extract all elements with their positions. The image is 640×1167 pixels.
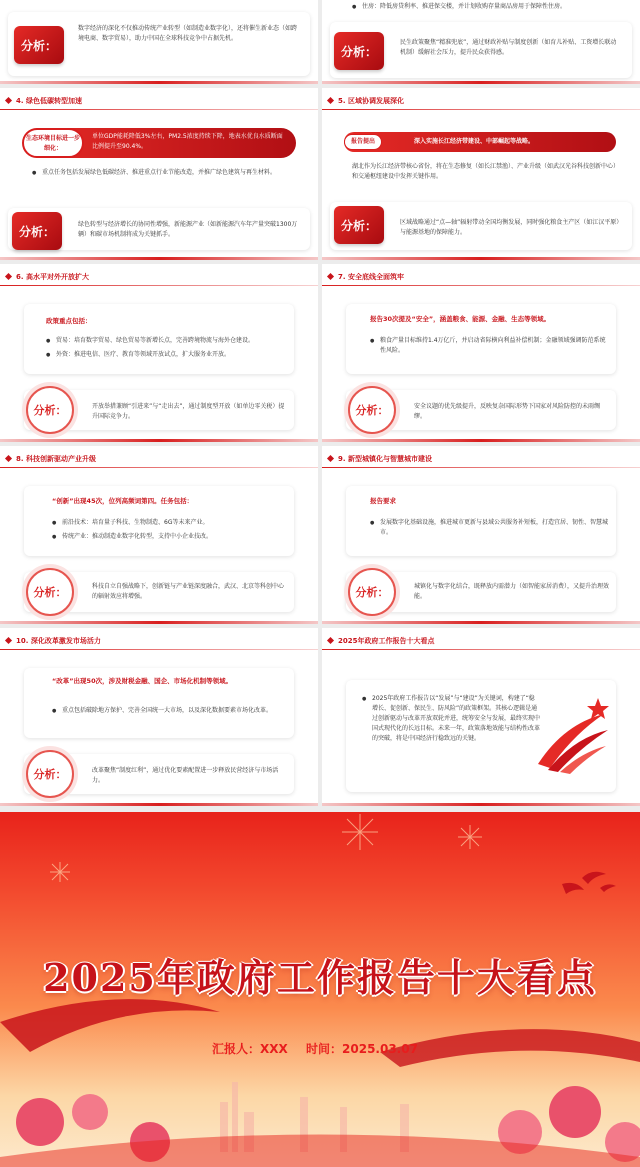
policy-heading: 报告30次提及“安全”，涵盖粮食、能源、金融、生态等领域。 (370, 315, 551, 323)
analysis-badge: 分析： (26, 386, 74, 434)
slide-footer-bar (322, 621, 640, 624)
time-label: 时间：2025.03.07 (306, 1042, 418, 1056)
slide-footer-bar (0, 81, 318, 84)
analysis-badge: 分析： (26, 750, 74, 798)
analysis-badge: 分析： (26, 568, 74, 616)
report-tag: 报告提出 (344, 134, 382, 150)
analysis-text: 开放举措兼顾“引进来”与“走出去”，通过制度型开放（如单边零关税）提升国际竞争力。 (92, 403, 285, 420)
slide-reform (0, 628, 318, 806)
bullet-tasks: ● 重点任务包括发展绿色低碳经济、推进重点行业节能改造，并推广绿色建筑与再生材料。 (32, 168, 292, 178)
slide-livelihood-analysis (322, 0, 640, 84)
bullet-traditional-industry: ● 传统产业：推动制造业数字化转型，支持中小企业技改。 (52, 532, 288, 542)
analysis-text: 改革聚焦“制度红利”，通过优化要素配置进一步释放民营经济与市场活力。 (92, 767, 279, 784)
analysis-badge: 分析： (12, 212, 62, 250)
report-banner-text: 深入实施长江经济带建设、中部崛起等战略。 (414, 138, 535, 145)
analysis-badge: 分析： (334, 206, 384, 244)
slide-title: 6. 高水平对外开放扩大 (0, 268, 318, 286)
slide-title: 5. 区域协调发展深化 (322, 92, 640, 110)
slide-footer-bar (0, 439, 318, 442)
eco-target-text: 单位GDP能耗降低3%左右，PM2.5浓度持续下降，地表水优良水质断面比例提升至90.4%。 (92, 133, 283, 150)
bullet-foreign-capital: ● 外资：推进电信、医疗、教育等领域开放试点，扩大服务业开放。 (46, 350, 286, 360)
slide-footer-bar (322, 803, 640, 806)
slide-opening-up (0, 264, 318, 442)
slide-title: 7. 安全底线全面筑牢 (322, 268, 640, 286)
analysis-badge: 分析： (348, 386, 396, 434)
analysis-text: 科技自立自强战略下，创新链与产业链深度融合，武汉、北京等科创中心的辐射效应将增强。 (92, 583, 285, 600)
report-banner (344, 132, 616, 152)
slide-footer-bar (322, 439, 640, 442)
slide-green-transition (0, 88, 318, 260)
summary-text: ● 2025年政府工作报告以“发展”与“建设”为关键词，构建了“稳增长、促创新、保民生、防风险”的政策框架。其核心逻辑是通过创新驱动与改革开放双轮并进，统筹安全与发展，最终实现中国式现代化的长远目标。未来一年，政策落地效能与结构性改革的突破，将是中国经济行稳致远的关键。 (362, 694, 540, 744)
slide-footer-bar (0, 621, 318, 624)
policy-heading: “创新”出现45次，位列高频词第四。任务包括： (52, 497, 194, 505)
slide-footer-bar (0, 803, 318, 806)
analysis-text: 绿色转型与经济增长的协同性增强，新能源产业（如新能源汽车年产量突破1300万辆）和碳市场机制将成为关键抓手。 (78, 221, 298, 238)
cover-title: 2025年政府工作报告十大看点 (43, 955, 597, 1000)
analysis-text: 城镇化与数字化结合，既释放内需潜力（如智能家居消费），又提升治理效能。 (414, 583, 610, 600)
slide-security (322, 264, 640, 442)
analysis-badge: 分析： (334, 32, 384, 70)
slide-title: 9. 新型城镇化与智慧城市建设 (322, 450, 640, 468)
reporter-name: XXX (260, 1042, 288, 1056)
slide-summary (322, 628, 640, 806)
analysis-badge: 分析： (14, 26, 64, 64)
slide-footer-bar (322, 81, 640, 84)
analysis-text: 安全议题的优先级提升，反映复杂国际形势下国家对风险防控的未雨绸缪。 (414, 403, 601, 420)
analysis-text: 区域战略通过“点—轴”辐射带动全国均衡发展，同时强化粮食主产区（如江汉平原）与能源基地的保障能力。 (400, 219, 620, 236)
slide-title: 4. 绿色低碳转型加速 (0, 92, 318, 110)
slide-footer-bar (322, 257, 640, 260)
reporter-label: 汇报人：XXX (212, 1042, 288, 1056)
time-value: 2025.03.07 (342, 1042, 418, 1056)
slide-urbanization (322, 446, 640, 624)
eco-target-tag: 生态环境目标进一步细化： (22, 128, 84, 158)
policy-heading: 政策重点包括： (46, 317, 92, 325)
ribbon-star-graphic (534, 694, 614, 774)
analysis-badge: 分析： (348, 568, 396, 616)
analysis-text: 数字经济的深化不仅推动传统产业转型（如制造业数字化），还将催生新业态（如跨境电商、数字贸易），助力中国在全球科技竞争中占据先机。 (78, 25, 298, 42)
slide-title: 10. 深化改革激发市场活力 (0, 632, 318, 650)
policy-heading: 报告要求 (370, 497, 396, 505)
slide-digital-economy-analysis (0, 0, 318, 84)
slide-footer-bar (0, 257, 318, 260)
slide-title: 2025年政府工作报告十大看点 (322, 632, 640, 650)
slide-regional-development (322, 88, 640, 260)
regional-body: 湖北作为长江经济带核心省份，将在生态修复（如长江禁渔）、产业升级（如武汉光谷科技创新中心）和交通枢纽建设中发挥关键作用。 (352, 163, 620, 180)
bullet-trade: ● 贸易：培育数字贸易、绿色贸易等新增长点，完善跨境物流与海外仓建设。 (46, 336, 286, 346)
policy-heading: “改革”出现50次，涉及财税金融、国企、市场化机制等领域。 (52, 677, 233, 685)
bullet-market: ● 重点包括破除地方保护、完善全国统一大市场，以及深化数据要素市场化改革。 (52, 706, 288, 716)
bullet-infrastructure: ● 发展数字化基础设施，推进城市更新与县域公共服务补短板，打造宜居、韧性、智慧城市。 (370, 518, 612, 538)
slide-title: 8. 科技创新驱动产业升级 (0, 450, 318, 468)
bullet-frontier-tech: ● 前沿技术：培育量子科技、生物制造、6G等未来产业。 (52, 518, 288, 528)
analysis-text: 民生政策聚焦“精准兜底”，通过财政补贴与制度创新（如育儿补贴、工资增长联动机制）缓解社会压力，提升民众获得感。 (400, 39, 617, 56)
bullet-housing: ● 住房：降低房贷利率、推进保交楼，并计划收购存量商品房用于保障性住房。 (352, 2, 622, 12)
cover-slide (0, 812, 640, 1167)
slide-innovation (0, 446, 318, 624)
dove-icon (562, 872, 616, 894)
bullet-grain: ● 粮食产量目标维持1.4万亿斤，并启动省际横向利益补偿机制；金融领域强调防范系统性风险。 (370, 336, 610, 356)
